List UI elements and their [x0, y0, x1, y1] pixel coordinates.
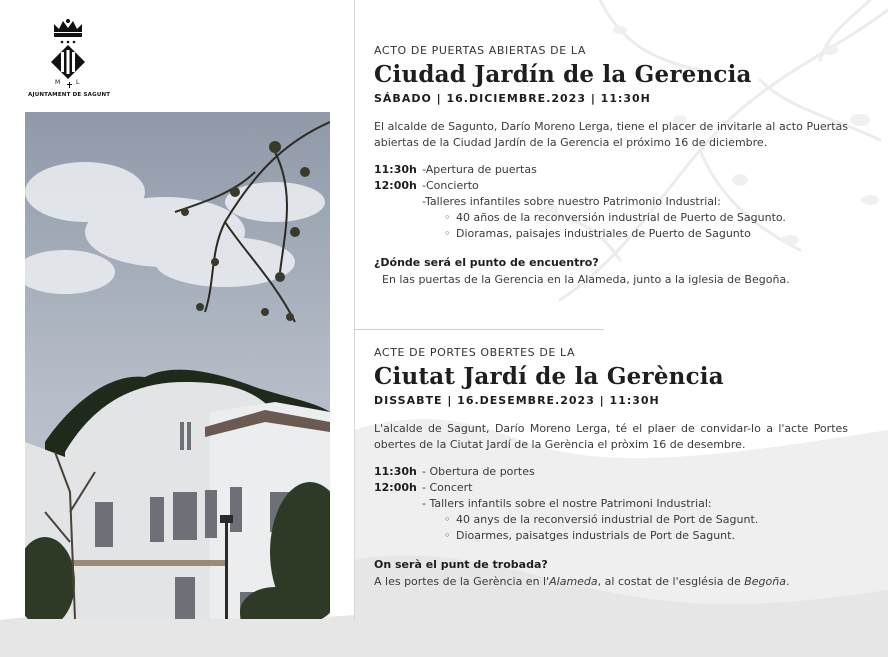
event-title: Ciutat Jardí de la Gerència: [374, 363, 724, 390]
svg-text:M: M: [55, 79, 61, 86]
valencian-invitation: [374, 346, 848, 590]
schedule-extra-item: -Talleres infantiles sobre nuestro Patrimonio Industrial:: [422, 195, 721, 208]
schedule-item: [374, 178, 848, 194]
event-dateline: DISSABTE | 16.DESEMBRE.2023 | 11:30H: [374, 394, 660, 407]
answer-text: , al costat de l'església de: [597, 575, 745, 588]
list-item: ◦ 40 años de la reconversión industrial de Puerto de Sagunto.: [444, 210, 848, 226]
schedule-item: [374, 162, 848, 178]
gerencia-building-photo: [25, 112, 330, 619]
schedule-time: 12:00h: [374, 481, 417, 494]
schedule-text: - Obertura de portes: [422, 465, 535, 478]
schedule-time: 12:00h: [374, 179, 417, 192]
meeting-point-answer: [374, 574, 848, 590]
workshop-list: [374, 512, 848, 544]
vertical-divider: [354, 0, 355, 620]
meeting-point-question: ¿Dónde será el punto de encuentro?: [374, 256, 599, 269]
answer-text: A les portes de la Gerència en l': [374, 575, 550, 588]
schedule-text: -Apertura de puertas: [422, 163, 537, 176]
list-item: ◦ Dioarmes, paisatges industrials de Port de Sagunt.: [444, 528, 848, 544]
schedule-time: 11:30h: [374, 163, 417, 176]
answer-place: Begoña: [744, 575, 786, 588]
schedule: [374, 162, 848, 242]
schedule-item: [374, 480, 848, 496]
event-dateline: SÁBADO | 16.DICIEMBRE.2023 | 11:30H: [374, 92, 651, 105]
spanish-invitation: [374, 44, 848, 288]
ajuntament-logo: [28, 18, 111, 98]
kicker: ACTE DE PORTES OBERTES DE LA: [374, 346, 576, 359]
answer-text: .: [785, 575, 790, 588]
event-title: Ciudad Jardín de la Gerencia: [374, 61, 752, 88]
schedule: [374, 464, 848, 544]
meeting-point-question: On serà el punt de trobada?: [374, 558, 548, 571]
svg-text:L: L: [76, 79, 80, 86]
kicker: ACTO DE PUERTAS ABIERTAS DE LA: [374, 44, 586, 57]
schedule-item: [374, 464, 848, 480]
invitation-paragraph: L'alcalde de Sagunt, Darío Moreno Lerga, té el plaer de convidar-lo a l'acte Portes obertes de la Ciutat Jardí de la Gerència el pròxim 16 de desembre.: [374, 422, 848, 451]
answer-place: Alameda: [549, 575, 598, 588]
schedule-time: 11:30h: [374, 465, 417, 478]
schedule-text: - Concert: [422, 481, 473, 494]
invitation-paragraph: El alcalde de Sagunto, Darío Moreno Lerga, tiene el placer de invitarle al acto Puertas abiertas de la Ciudad Jardín de la Gerencia el próximo 16 de diciembre.: [374, 120, 848, 149]
meeting-point-answer: En las puertas de la Gerencia en la Alameda, junto a la iglesia de Begoña.: [382, 273, 790, 286]
list-item: ◦ Dioramas, paisajes industriales de Puerto de Sagunto: [444, 226, 848, 242]
logo-caption: AJUNTAMENT DE SAGUNT: [28, 92, 111, 98]
coat-of-arms-icon: [48, 18, 88, 90]
schedule-text: -Concierto: [422, 179, 479, 192]
list-item: ◦ 40 anys de la reconversió industrial de Port de Sagunt.: [444, 512, 848, 528]
section-divider: [354, 329, 604, 330]
workshop-list: [374, 210, 848, 242]
schedule-extra-item: - Tallers infantils sobre el nostre Patrimoni Industrial:: [422, 497, 712, 510]
